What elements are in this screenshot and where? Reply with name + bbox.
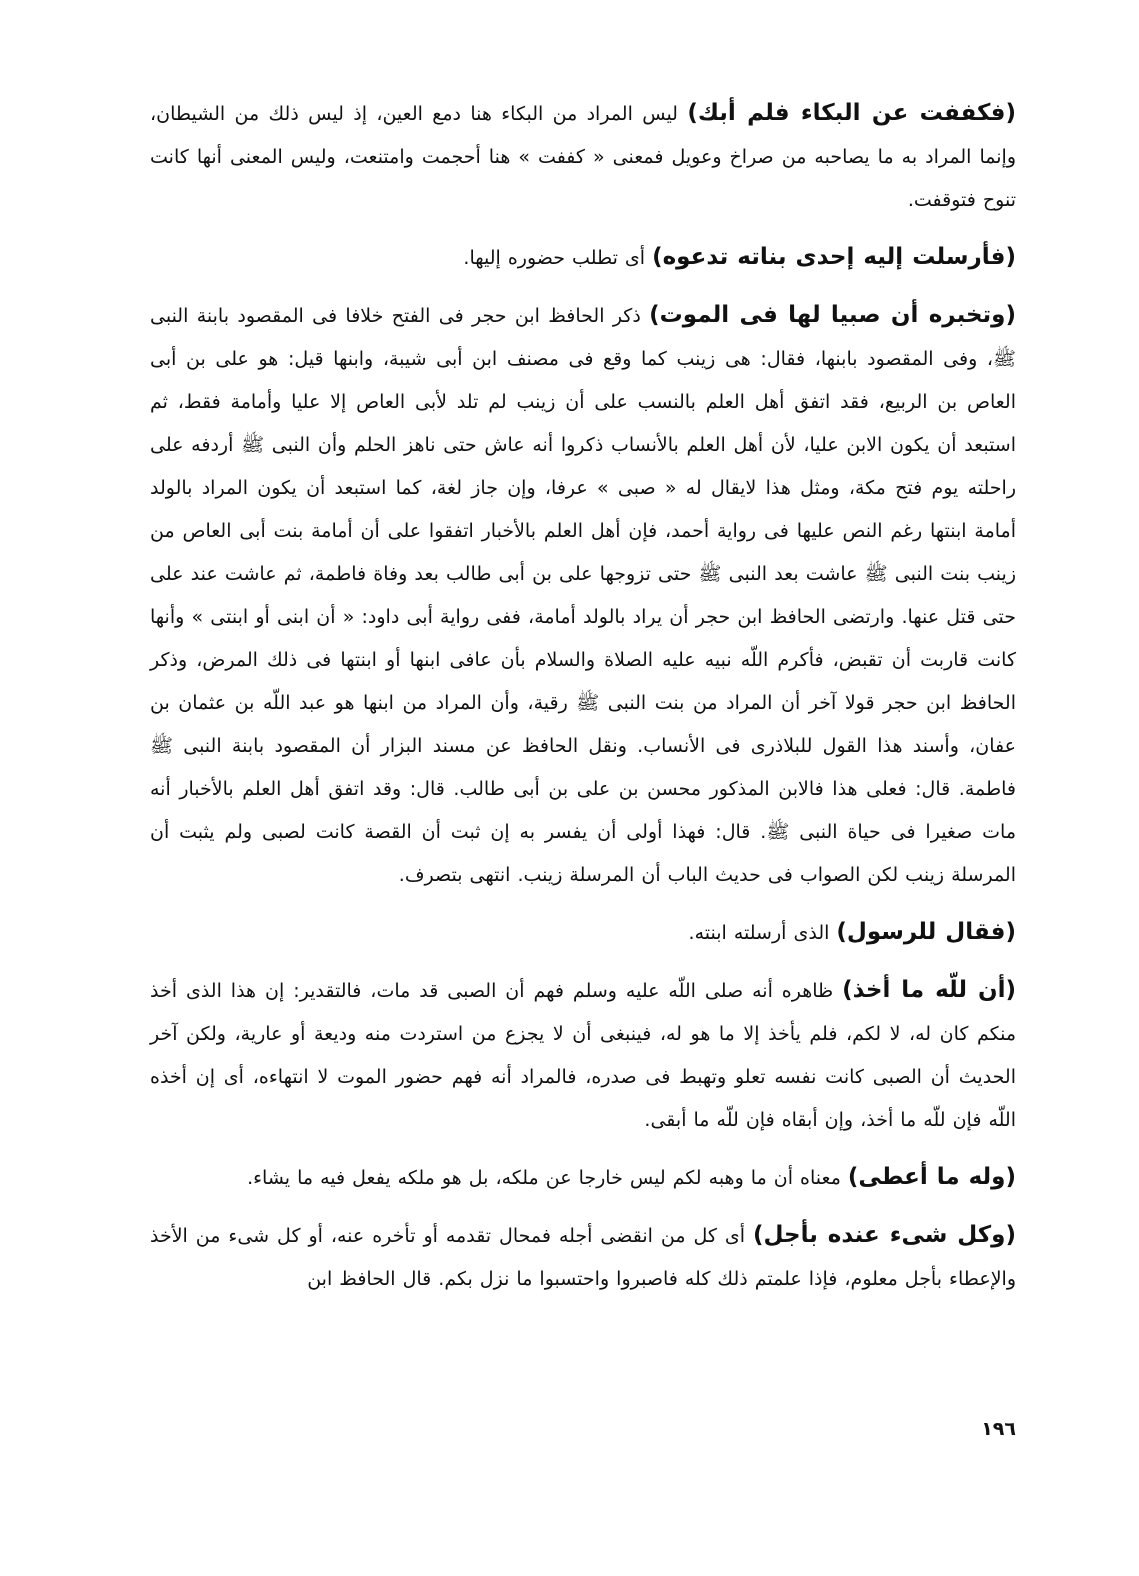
paragraph-7 <box>150 1214 1016 1301</box>
paragraph-heading: (فأرسلت إليه إحدى بناته تدعوه) <box>652 244 1016 270</box>
paragraph-2 <box>150 236 1016 280</box>
paragraph-text: الذى أرسلته ابنته. <box>688 922 837 944</box>
paragraph-5 <box>150 969 1016 1142</box>
paragraph-heading: (وله ما أعطى) <box>847 1164 1016 1190</box>
paragraph-4 <box>150 911 1016 955</box>
paragraph-heading: (وكل شىء عنده بأجل) <box>752 1222 1016 1248</box>
paragraph-text: ذكر الحافظ ابن حجر فى الفتح خلافا فى المقصود بابنة النبى ﷺ، وفى المقصود بابنها، فقال: هى زينب كما وقع فى مصنف ابن أبى شيبة، وابنها قيل: هو على بن أبى العاص بن الربيع، فقد اتفق أهل العلم بالنسب على أن زينب لم تلد لأبى العاص إلا عليا وأمامة فقط، ثم استبعد أن يكون الابن عليا، لأن أهل العلم بالأنساب ذكروا أنه عاش حتى ناهز الحلم وأن النبى ﷺ أردفه على راحلته يوم فتح مكة، ومثل هذا لايقال له « صبى » عرفا، وإن جاز لغة، كما استبعد أن يكون المراد بالولد أمامة ابنتها رغم النص عليها فى رواية أحمد، فإن أهل العلم بالأخبار اتفقوا على أن أمامة بنت أبى العاص من زينب بنت النبى ﷺ عاشت بعد النبى ﷺ حتى تزوجها على بن أبى طالب بعد وفاة فاطمة، ثم عاشت عند على حتى قتل عنها. وارتضى الحافظ ابن حجر أن يراد بالولد أمامة، ففى رواية أبى داود: « أن ابنى أو ابنتى » وأنها كانت قاربت أن تقبض، فأكرم اللّه نبيه عليه الصلاة والسلام بأن عافى ابنها أو ابنتها فى ذلك المرض، وذكر الحافظ ابن حجر قولا آخر أن المراد من بنت النبى ﷺ رقية، وأن المراد من ابنها هو عبد اللّه بن عثمان بن عفان، وأسند هذا القول للبلاذرى فى الأنساب. ونقل الحافظ عن مسند البزار أن المقصود بابنة النبى ﷺ فاطمة. قال: فعلى هذا فالابن المذكور محسن بن على بن أبى طالب. قال: وقد اتفق أهل العلم بالأخبار أنه مات صغيرا فى حياة النبى ﷺ. قال: فهذا أولى أن يفسر به إن ثبت أن القصة كانت لصبى ولم يثبت أن المرسلة زينب لكن الصواب فى حديث الباب أن المرسلة زينب. انتهى بتصرف. <box>150 305 1016 886</box>
paragraph-1 <box>150 92 1016 222</box>
paragraph-text: أى كل من انقضى أجله فمحال تقدمه أو تأخره عنه، أو كل شىء من الأخذ والإعطاء بأجل معلوم، فإذا علمتم ذلك كله فاصبروا واحتسبوا ما نزل بكم. قال الحافظ ابن <box>150 1225 1016 1290</box>
paragraph-heading: (أن للّه ما أخذ) <box>842 977 1017 1003</box>
paragraph-3 <box>150 294 1016 897</box>
paragraph-text: معناه أن ما وهبه لكم ليس خارجا عن ملكه، بل هو ملكه يفعل فيه ما يشاء. <box>247 1167 848 1189</box>
page-number: ١٩٦ <box>981 1418 1016 1440</box>
paragraph-heading: (فكففت عن البكاء فلم أبك) <box>687 100 1016 126</box>
page-body <box>150 92 1016 1315</box>
paragraph-text: ظاهره أنه صلى اللّه عليه وسلم فهم أن الصبى قد مات، فالتقدير: إن هذا الذى أخذ منكم كان له، لا لكم، فلم يأخذ إلا ما هو له، فينبغى أن لا يجزع من استردت منه وديعة أو عارية، ولكن آخر الحديث أن الصبى كانت نفسه تعلو وتهبط فى صدره، فالمراد أنه فهم حضور الموت لا انتهاءه، أى إن أخذه اللّه فإن للّه ما أخذ، وإن أبقاه فإن للّه ما أبقى. <box>150 980 1016 1131</box>
paragraph-heading: (فقال للرسول) <box>836 919 1016 945</box>
paragraph-text: ليس المراد من البكاء هنا دمع العين، إذ ليس ذلك من الشيطان، وإنما المراد به ما يصاحبه من صراخ وعويل فمعنى « كففت » هنا أحجمت وامتنعت، وليس المعنى أنها كانت تنوح فتوقفت. <box>150 103 1016 211</box>
paragraph-6 <box>150 1156 1016 1200</box>
paragraph-text: أى تطلب حضوره إليها. <box>463 247 653 269</box>
paragraph-heading: (وتخبره أن صبيا لها فى الموت) <box>649 302 1016 328</box>
